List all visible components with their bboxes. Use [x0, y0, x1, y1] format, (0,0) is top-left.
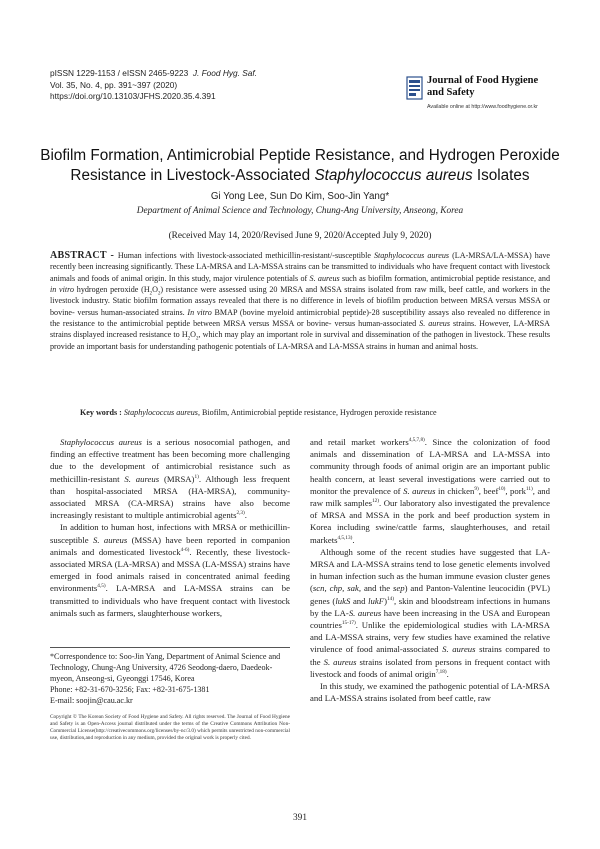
- issn: pISSN 1229-1153 / eISSN 2465-9223: [50, 68, 189, 78]
- journal-logo-block: [406, 73, 556, 109]
- received-dates: (Received May 14, 2020/Revised June 9, 2020/Accepted July 9, 2020): [168, 231, 432, 241]
- journal-abbrev: J. Food Hyg. Saf.: [192, 68, 257, 78]
- footnote-divider: [50, 647, 290, 648]
- volume-line: Vol. 35, No. 4, pp. 391~397 (2020): [50, 79, 178, 90]
- paragraph: Although some of the recent studies have suggested that LA-MRSA and LA-MSSA strains tend to lose genetic elements involved in human infection such as the human immune evasion cluster genes (scn, chp, sak, and the sep) and Panton-Valentine leucocidin (PVL) genes (lukS and lukF)$^{14)}$, skin and bloodstream infections in humans by the LA-S. aureus have been increasing in the USA and European countries$^{15-17)}$. Unlike the epidemiological studies with LA-MRSA and LA-MSSA strains, very few studies have examined the relative virulence of food animal-associated S. aureus strains compared to the S. aureus strains isolated from persons in frequent contact with livestock and foods of animal origin$^{7,18)}$.: [310, 546, 550, 679]
- paragraph: In this study, we examined the pathogenic potential of LA-MRSA and LA-MSSA strains isolated from beef cattle, raw: [310, 681, 550, 704]
- correspondence-footnote: *Correspondence to: Soo-Jin Yang, Department of Animal Science and Technology, Chung-Ang University, 4726 Seodong-daero, Daedeok-myeon, Anseong-si, Gyeonggi 17546, Korea Phone: +82-31-670-3256; Fax: +82-31-675-1381 E-mail: soojin@cau.ac.kr: [50, 652, 281, 705]
- paragraph: Staphylococcus aureus is a serious nosocomial pathogen, and finding an effective treatment has been becoming more challenging due to the development of antimicrobial resistance such as methicillin-resistant S. aureus (MRSA)$^{1)}$. Although less frequent than hospital-associated MRSA (HA-MRSA), community-associated MRSA (CA-MRSA) strains have also become increasingly resistant to multiple antimicrobial agents$^{2,3)}$.: [50, 437, 290, 521]
- body-right-column: [310, 436, 550, 704]
- journal-name: Journal of Food Hygiene and Safety: [427, 75, 539, 98]
- doi-link[interactable]: https://doi.org/10.13103/JFHS.2020.35.4.391: [50, 91, 216, 101]
- page-number: 391: [293, 813, 307, 823]
- journal-logo-icon: [406, 76, 423, 100]
- journal-citation-header: [50, 68, 257, 103]
- authors: Gi Yong Lee, Sun Do Kim, Soo-Jin Yang*: [210, 191, 390, 202]
- available-online[interactable]: Available online at http://www.foodhygiene.or.kr: [427, 104, 538, 110]
- copyright-notice: Copyright © The Korean Society of Food Hygiene and Safety. All rights reserved. The Journal of Food Hygiene and Safety is an Open-Access journal distributed under the terms of the Creative Commons Attribution Non-Commercial License(http://creativecommons.org/licenses/by-nc/3.0) which permits unrestricted non-commercial use, distribution,and reproduction in any medium, provided the original work is properly cited.: [50, 714, 290, 741]
- body-left-column: [50, 436, 290, 619]
- affiliation: Department of Animal Science and Technology, Chung-Ang University, Anseong, Korea: [136, 206, 464, 216]
- abstract-label: ABSTRACT -: [50, 250, 118, 261]
- keywords: Key words : Staphylococcus aureus, Biofilm, Antimicrobial peptide resistance, Hydrogen peroxide resistance: [80, 408, 437, 417]
- paragraph: and retail market workers$^{4,5,7,8)}$. Since the colonization of food animals and dissemination of LA-MRSA and LA-MSSA into community through foods of animal origin are an important public health concern, at least several investigations were carried out to monitor the prevalence of S. aureus in chicken$^{9)}$, beef$^{10)}$, pork$^{11)}$, and raw milk samples$^{12)}$. Our laboratory also investigated the prevalence of MRSA and MSSA in the pork and beef production system in Korea including swine/cattle farms, slaughterhouses, and retail markets$^{4,5,13)}$.: [310, 437, 550, 545]
- article-title: Biofilm Formation, Antimicrobial Peptide Resistance, and Hydrogen Peroxide Resistance in Livestock-Associated Staphylococcus aureus Isolates: [40, 147, 560, 184]
- paragraph: In addition to human host, infections with MRSA or methicillin-susceptible S. aureus (MSSA) have been reported in companion animals and domesticated livestock$^{4-6)}$. Recently, these livestock-associated MRSA (LA-MRSA) and MSSA (LA-MSSA) strains have emerged in food animals raised in concentrated animal feeding environments$^{4,5)}$. LA-MRSA and LA-MSSA strains can be transmitted to individuals who have frequent contact with livestock animals such as farmers, slaughterhouse workers,: [50, 522, 291, 618]
- abstract: ABSTRACT - Human infections with livestock-associated methicillin-resistant/-susceptible Staphylococcus aureus (LA-MRSA/LA-MSSA) have recently been increasing significantly. These LA-MRSA and LA-MSSA strains can be transmitted to individuals who have frequent contact with livestock animals and foods of animal origin. In this study, major virulence potentials of S. aureus such as biofilm formation, antimicrobial peptide resistance, and in vitro hydrogen peroxide $(H_2O_2)$ resistance were assessed using 20 MRSA and MSSA strains isolated from raw milk, beef cattle, and workers in the livestock industry. Static biofilm formation assays revealed that there is no difference in levels of biofilm production between MRSA versus MSSA or bovine- versus human-associated strains. In vitro BMAP (bovine myeloid antimicrobial peptide)-28 susceptibility assays also revealed no difference in the resistance to the antimicrobial peptide between MRSA versus MSSA or bovine- versus human-associated S. aureus strains. However, LA-MRSA strains displayed increased resistance to $H_2O_2$, which may play an important role in survival and dissemination of the pathogen in livestock. These results provide an important basis for understanding pathogenic potentials of LA-MRSA and LA-MSSA strains in human and animal hosts.: [50, 250, 551, 351]
